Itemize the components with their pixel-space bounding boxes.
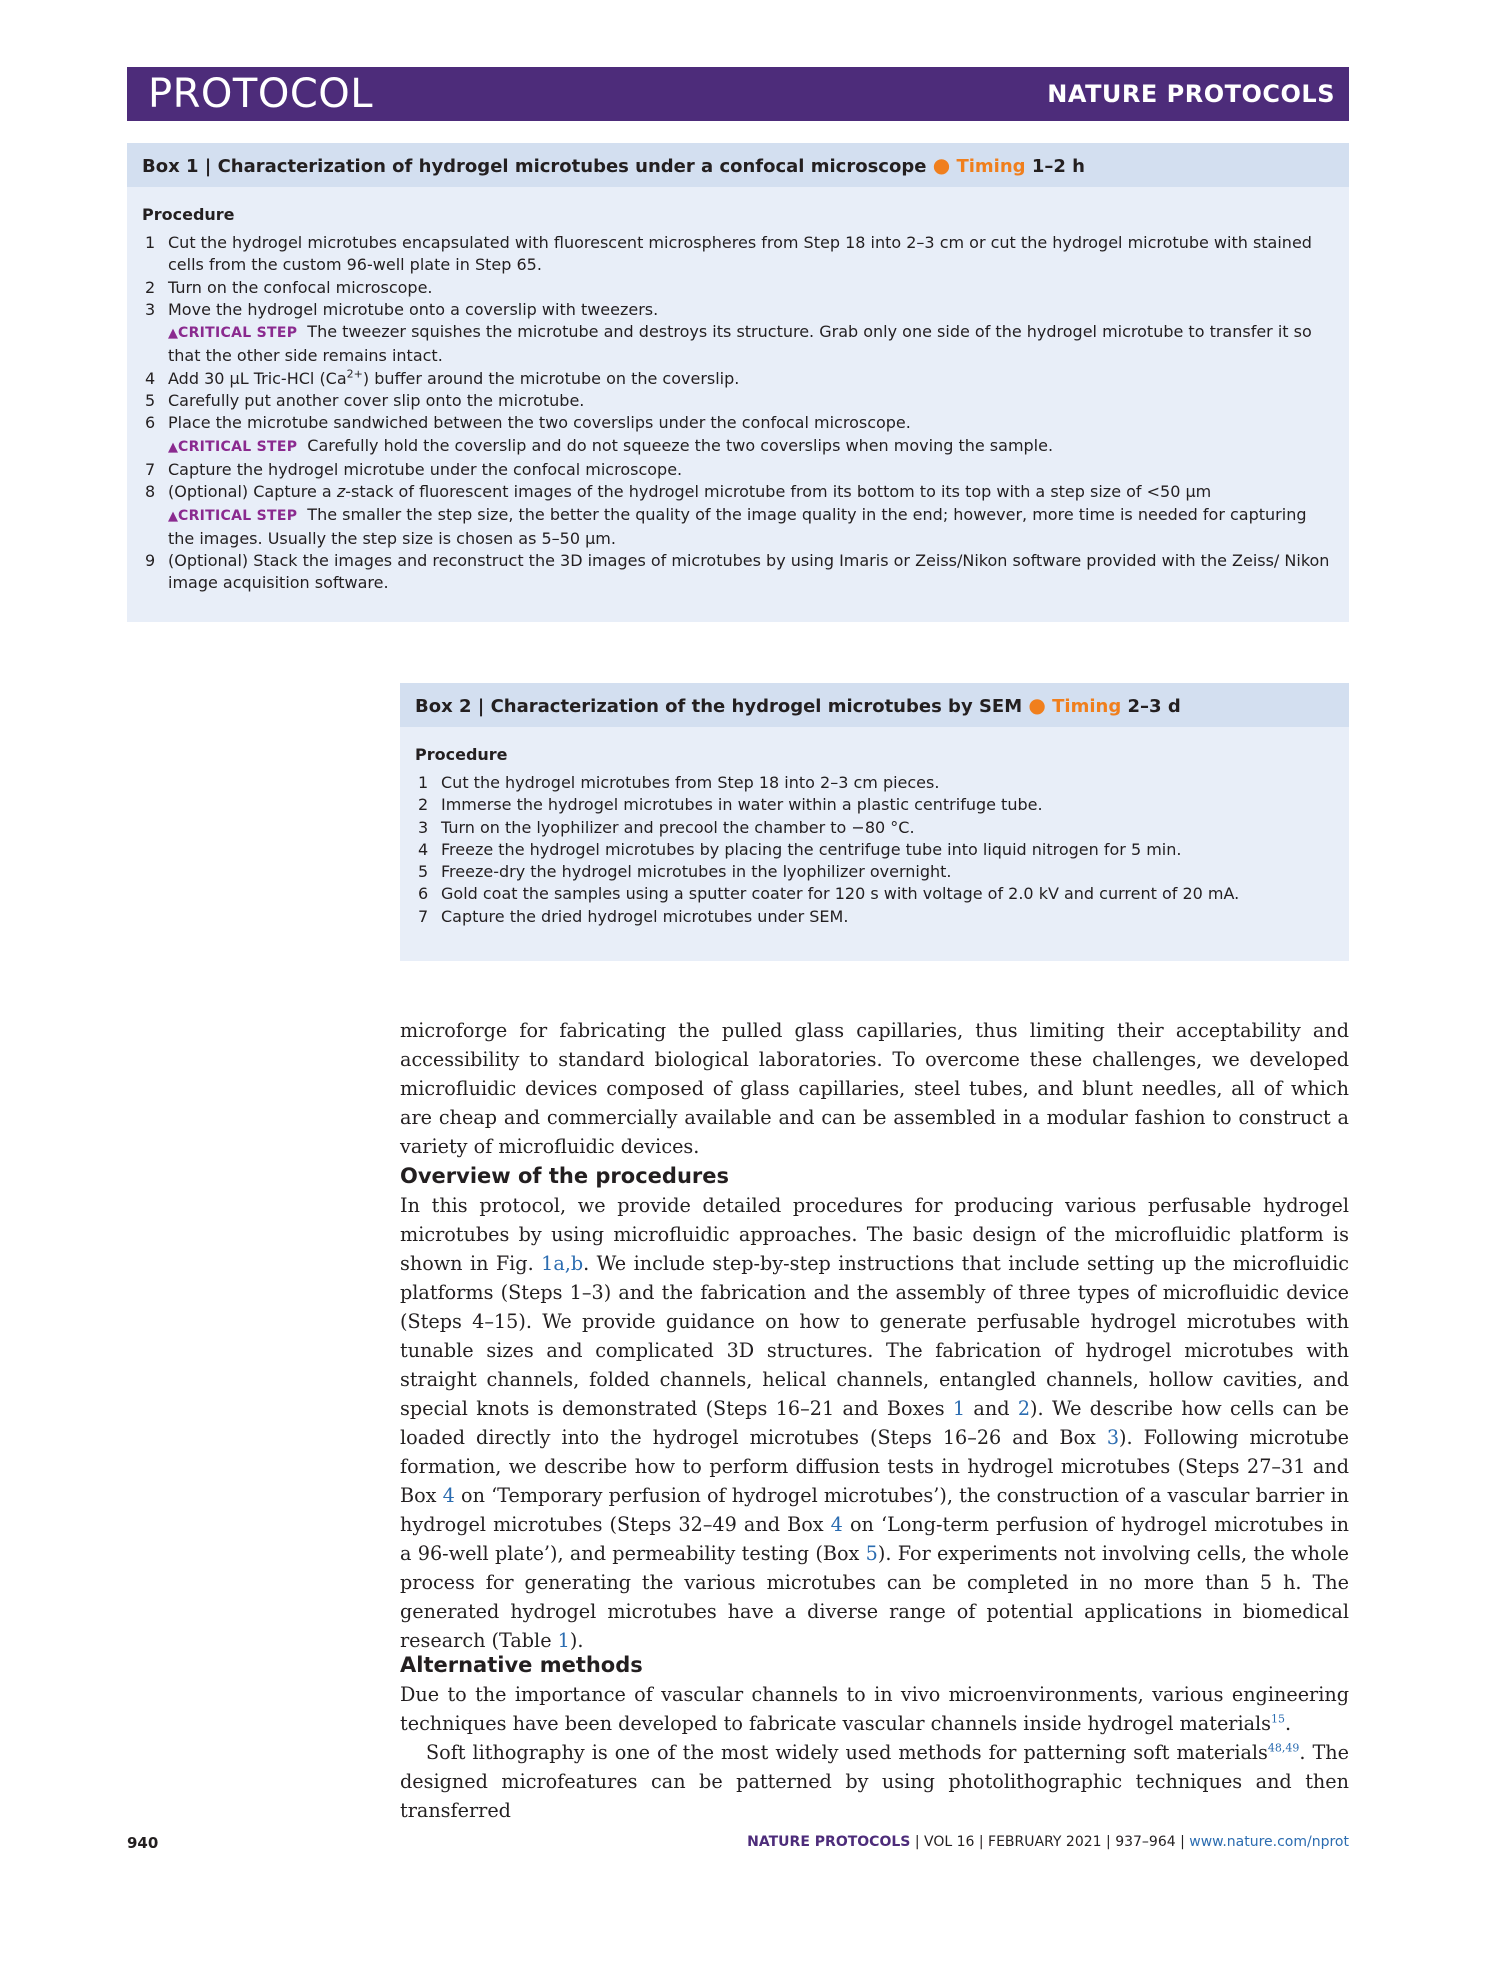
step-text-main: Move the hydrogel microtube onto a coverslip with tweezers. [168,299,659,319]
footer-volume: VOL 16 [923,1834,975,1850]
box-2-title [400,683,1349,727]
step-number: 1 [145,233,156,252]
list-item [142,459,1335,481]
superscript: 2+ [346,367,363,381]
text-run: Due to the importance of vascular channels to in vivo microenvironments, various engineering techniques have been developed to fabricate vascular channels inside hydrogel materials [400,1683,1349,1735]
step-text: Gold coat the samples using a sputter coater for 120 s with voltage of 2.0 kV and current of 20 mA. [441,884,1240,904]
step-number: 7 [145,459,156,479]
text-run: on ‘Temporary perfusion of hydrogel microtubes’), the construction of a vascular barrier in hydrogel microtubes (Steps 32–49 and Box [400,1484,1349,1536]
text-run: . We include step-by-step instructions that include setting up the microfluidic platforms (Steps 1–3) and the fabrication and the assembly of three types of microfluidic device (Steps 4–15). We provide guidance on how to generate perfusable hydrogel microtubes with tunable sizes and complicated 3D structures. The fabrication of hydrogel microtubes with straight channels, folded channels, helical channels, entangled channels, hollow cavities, and special knots is demonstrated (Steps 16–21 and Boxes [400,1252,1349,1420]
list-item [415,883,1335,905]
list-item [142,277,1335,299]
list-item [415,772,1335,794]
step-text [168,299,1335,368]
list-item [415,817,1335,839]
step-number: 1 [418,773,429,792]
warning-triangle-icon: ▲ [168,326,178,342]
step-text: Immerse the hydrogel microtubes in water within a plastic centrifuge tube. [441,795,1043,815]
step-number: 5 [145,391,156,411]
list-item [142,550,1335,595]
box-link[interactable]: 4 [830,1513,843,1536]
box-2-label: Box 2 | Characterization of the hydrogel microtubes by SEM [415,696,1023,717]
step-text: Carefully put another cover slip onto the microtube. [168,391,585,411]
citation-link[interactable]: 48,49 [1267,1741,1300,1755]
section-label: PROTOCOL [148,71,374,117]
footer-pages: 937–964 [1115,1834,1176,1850]
step-text [168,481,1335,550]
procedure-heading: Procedure [142,205,235,224]
timing-value: 2–3 d [1127,696,1181,717]
step-number: 3 [418,817,429,837]
step-number: 6 [145,413,156,433]
list-item [415,861,1335,883]
text-run: ). [569,1629,584,1652]
step-number: 9 [145,551,156,571]
text-run: In this protocol, we provide detailed procedures for producing various perfusable hydrogel microtubes by using microfluidic approaches. The basic design of the microfluidic platform is shown in Fig. [400,1194,1349,1275]
journal-url-link[interactable]: www.nature.com/nprot [1189,1834,1349,1850]
box-link[interactable]: 4 [442,1484,455,1507]
procedure-list [415,772,1335,928]
footer-journal: NATURE PROTOCOLS [747,1834,911,1850]
warning-triangle-icon: ▲ [168,508,178,524]
step-text: Cut the hydrogel microtubes encapsulated with fluorescent microspheres from Step 18 into 2–3 cm or cut the hydrogel microtube with stained cells from the custom 96-well plate in Step 65. [168,233,1312,275]
text-run: on ‘Long-term perfusion of hydrogel microtubes in a 96-well plate’), and permeability testing (Box [400,1513,1350,1565]
step-number: 8 [145,482,156,502]
text-run: ). Following microtube formation, we describe how to perform diffusion tests in hydrogel microtubes (Steps 27–31 and Box [400,1426,1349,1507]
step-number: 7 [418,906,429,926]
step-number: 4 [145,368,156,388]
step-text-part: ) buffer around the microtube on the coverslip. [362,368,740,388]
box-1 [127,143,1349,622]
step-number: 3 [145,299,156,319]
step-text [168,368,1335,390]
step-number: 6 [418,884,429,904]
list-item [142,232,1335,277]
text-run: Soft lithography is one of the most widely used methods for patterning soft materials [426,1741,1268,1764]
step-text-part: -stack of fluorescent images of the hydrogel microtube from its bottom to its top with a step size of <50 μm [345,482,1212,502]
footer-separator: | [1106,1834,1111,1850]
step-text: Capture the hydrogel microtube under the confocal microscope. [168,459,683,479]
step-text-main: Place the microtube sandwiched between the two coverslips under the confocal microscope. [168,413,911,433]
alternative-methods-paragraph [400,1680,1349,1825]
timing-value: 1–2 h [1031,156,1085,177]
procedure-heading: Procedure [415,745,508,764]
citation-link[interactable]: 15 [1271,1712,1286,1726]
list-item [142,412,1335,459]
body-paragraph-intro: microforge for fabricating the pulled glass capillaries, thus limiting their acceptability and accessibility to standard biological laboratories. To overcome these challenges, we developed microfluidic devices composed of glass capillaries, steel tubes, and blunt needles, all of which are cheap and commercially available and can be assembled in a modular fashion to construct a variety of microfluidic devices. [400,1019,1349,1158]
box-link[interactable]: 1 [952,1397,966,1420]
critical-step-text: The tweezer squishes the microtube and destroys its structure. Grab only one side of the hydrogel microtube to transfer it so that the other side remains intact. [168,322,1312,366]
step-text: (Optional) Stack the images and reconstruct the 3D images of microtubes by using Imaris or Zeiss/Nikon software provided with the Zeiss/ Nikon image acquisition software. [168,551,1330,593]
text-run: . The designed microfeatures can be patterned by using photolithographic techniques and then transferred [400,1741,1349,1822]
step-number: 2 [145,277,156,297]
box-1-label: Box 1 | Characterization of hydrogel microtubes under a confocal microscope [142,156,927,177]
list-item [142,390,1335,412]
box-link[interactable]: 3 [1106,1426,1120,1449]
box-1-title [127,143,1349,187]
box-link[interactable]: 5 [865,1542,878,1565]
overview-paragraph [400,1191,1349,1655]
list-item [142,368,1335,390]
journal-label: NATURE PROTOCOLS [1047,80,1335,108]
critical-step-label: CRITICAL STEP [178,325,298,342]
step-text-part: (Optional) Capture a [168,482,337,502]
footer-citation [747,1834,1349,1850]
timing-label: Timing [1052,696,1122,717]
footer-separator: | [1180,1834,1185,1850]
footer-separator: | [914,1834,920,1850]
critical-step-label: CRITICAL STEP [178,507,298,524]
timing-label: Timing [956,156,1026,177]
footer-date: FEBRUARY 2021 [988,1834,1102,1850]
list-item [142,299,1335,368]
warning-triangle-icon: ▲ [168,439,178,455]
figure-link[interactable]: 1a,b [541,1252,584,1275]
timing-dot-icon: ● [1028,693,1046,717]
step-text [168,412,1335,459]
overview-heading: Overview of the procedures [400,1164,729,1188]
table-link[interactable]: 1 [557,1629,570,1652]
step-number: 2 [418,795,429,815]
header-bar [127,67,1349,121]
step-number: 4 [418,839,429,859]
list-item [415,906,1335,928]
step-text-part: Add 30 μL Tric-HCl (Ca [168,368,347,388]
critical-step-text: The smaller the step size, the better the quality of the image quality in the end; however, more time is needed for capturing the images. Usually the step size is chosen as 5–50 μm. [168,504,1307,548]
box-link[interactable]: 2 [1017,1397,1031,1420]
text-run: ). For experiments not involving cells, the whole process for generating the various microtubes can be completed in no more than 5 h. The generated hydrogel microtubes have a diverse range of potential applications in biomedical research (Table [400,1542,1349,1652]
step-text: Turn on the lyophilizer and precool the chamber to −80 °C. [441,817,915,837]
step-text: Turn on the confocal microscope. [168,277,433,297]
critical-step-label: CRITICAL STEP [178,438,298,455]
step-text: Capture the dried hydrogel microtubes under SEM. [441,906,849,926]
step-text: Cut the hydrogel microtubes from Step 18 into 2–3 cm pieces. [441,773,940,792]
critical-step-text: Carefully hold the coverslip and do not squeeze the two coverslips when moving the sample. [307,435,1054,455]
list-item [415,794,1335,816]
text-run: and [965,1397,1018,1420]
footer-separator: | [978,1834,984,1850]
box-2 [400,683,1349,961]
text-run: . [1285,1712,1292,1735]
italic-text: z [336,482,346,502]
alternative-methods-heading: Alternative methods [400,1653,643,1677]
text-run: ). We describe how cells can be loaded directly into the hydrogel microtubes (Steps 16–26 and Box [400,1397,1349,1449]
step-number: 5 [418,862,429,882]
step-text: Freeze-dry the hydrogel microtubes in the lyophilizer overnight. [441,862,952,882]
step-text: Freeze the hydrogel microtubes by placing the centrifuge tube into liquid nitrogen for 5 min. [441,839,1182,859]
page-number: 940 [127,1834,159,1852]
timing-dot-icon: ● [932,153,951,177]
procedure-list [142,232,1335,595]
list-item [415,839,1335,861]
list-item [142,481,1335,550]
